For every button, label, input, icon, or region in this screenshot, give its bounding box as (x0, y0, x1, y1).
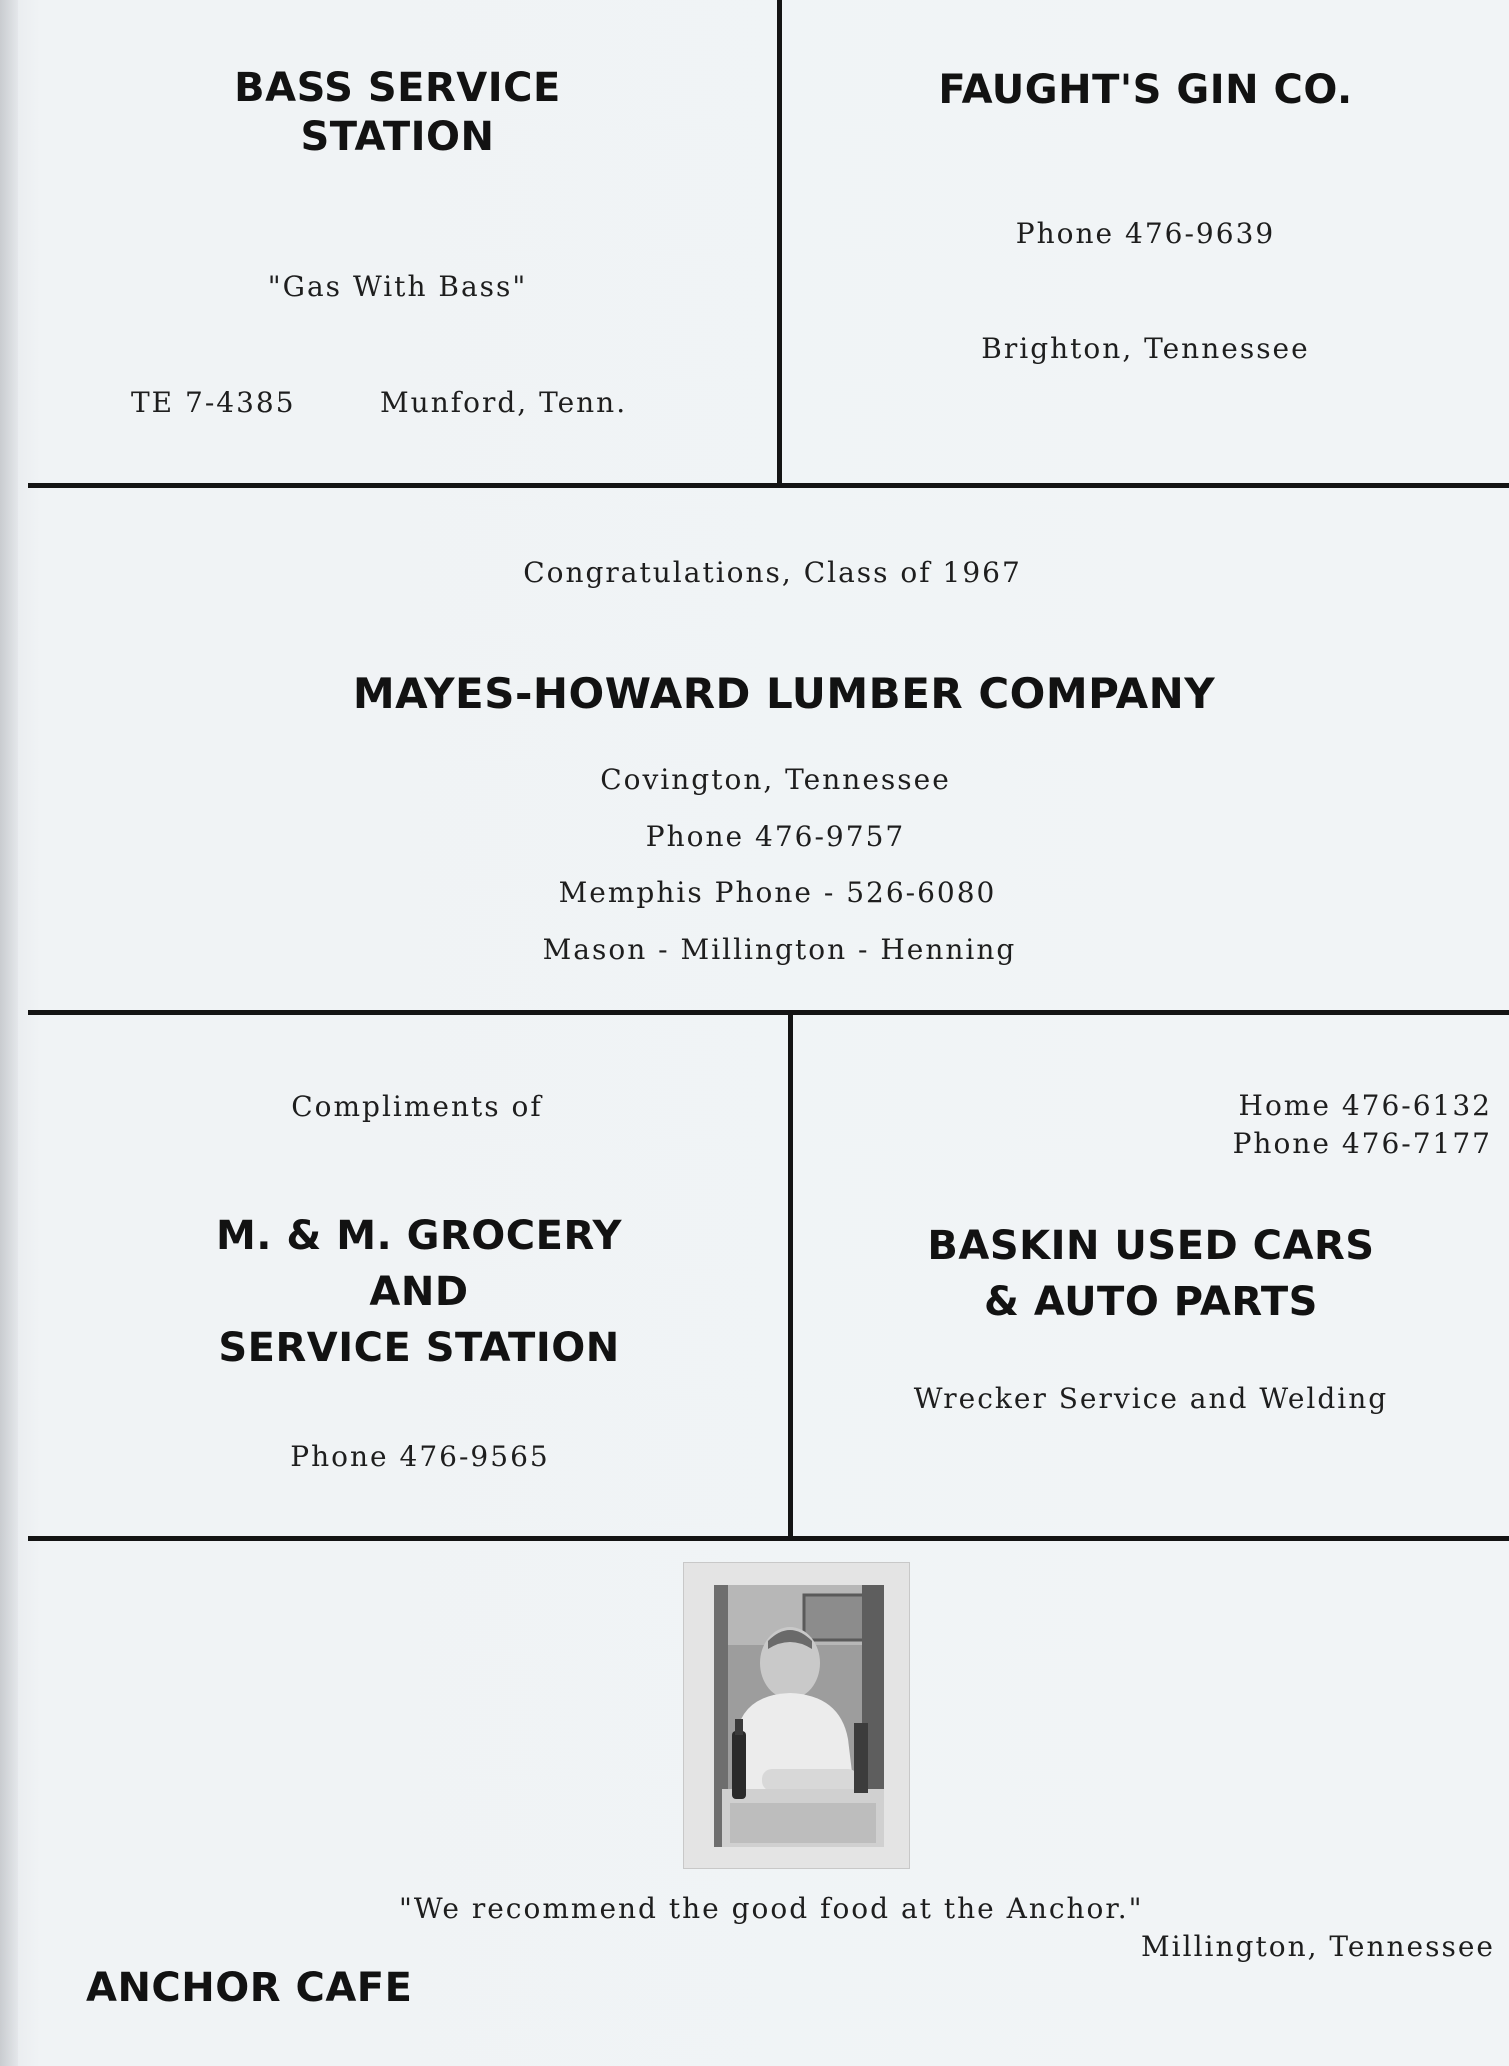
anchor-quote: "We recommend the good food at the Anchor." (399, 1892, 1144, 1925)
mayes-greeting: Congratulations, Class of 1967 (523, 556, 1022, 589)
divider-row1 (28, 483, 1509, 488)
baskin-title (793, 1218, 1509, 1330)
anchor-title: ANCHOR CAFE (86, 1965, 413, 2011)
bass-title-line1: BASS SERVICE (234, 65, 561, 111)
baskin-phone: Phone 476-7177 (1232, 1127, 1492, 1160)
man-at-table-photo-icon (684, 1563, 909, 1868)
baskin-home-phone: Home 476-6132 (1238, 1089, 1492, 1122)
mayes-memphis-phone: Memphis Phone - 526-6080 (558, 876, 997, 909)
mayes-phone: Phone 476-9757 (645, 820, 906, 853)
mm-title-line1: M. & M. GROCERY (215, 1213, 623, 1259)
page-binding-edge (0, 0, 18, 2066)
anchor-photo (683, 1562, 910, 1869)
baskin-title-line1: BASKIN USED CARS (927, 1223, 1375, 1269)
mm-phone: Phone 476-9565 (290, 1440, 550, 1473)
faught-location: Brighton, Tennessee (981, 332, 1310, 365)
mm-title-line2: AND (369, 1269, 469, 1315)
mayes-branches: Mason - Millington - Henning (542, 933, 1017, 966)
mayes-location: Covington, Tennessee (600, 763, 951, 796)
bass-title (0, 64, 795, 162)
mm-intro: Compliments of (291, 1090, 543, 1123)
faught-phone: Phone 476-9639 (1015, 217, 1276, 250)
bass-slogan: "Gas With Bass" (267, 270, 528, 303)
bass-location: Munford, Tenn. (380, 386, 628, 419)
mm-title-line3: SERVICE STATION (218, 1325, 620, 1371)
baskin-services: Wrecker Service and Welding (913, 1382, 1389, 1415)
bass-title-line2: STATION (300, 113, 495, 160)
mm-title (0, 1208, 838, 1376)
faught-title: FAUGHT'S GIN CO. (938, 67, 1353, 113)
divider-row2 (28, 1010, 1509, 1015)
anchor-location: Millington, Tennessee (1141, 1930, 1495, 1963)
baskin-title-line2: & AUTO PARTS (984, 1279, 1318, 1325)
bass-phone: TE 7-4385 (131, 386, 296, 419)
mayes-title: MAYES-HOWARD LUMBER COMPANY (352, 669, 1216, 718)
divider-row3 (28, 1536, 1509, 1541)
